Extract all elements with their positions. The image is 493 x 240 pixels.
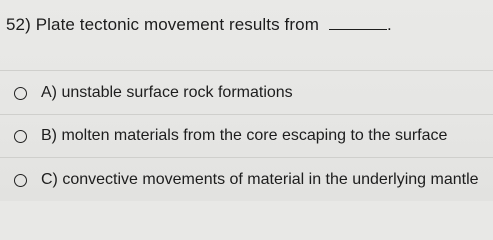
option-b-label: B) molten materials from the core escaping to the surface <box>41 127 448 144</box>
option-b[interactable] <box>14 127 447 145</box>
option-c[interactable] <box>14 171 479 189</box>
answer-blank <box>329 15 387 30</box>
radio-button-a[interactable] <box>14 87 27 100</box>
question-end: . <box>386 15 392 34</box>
divider <box>0 114 493 115</box>
option-a-label: A) unstable surface rock formations <box>41 84 293 101</box>
divider <box>0 70 493 71</box>
question-text <box>6 15 392 35</box>
option-c-label: C) convective movements of material in the underlying mantle <box>41 171 479 188</box>
divider <box>0 157 493 158</box>
radio-button-c[interactable] <box>14 174 27 187</box>
option-a[interactable] <box>14 84 293 102</box>
question-stem: 52) Plate tectonic movement results from <box>6 15 319 34</box>
radio-button-b[interactable] <box>14 130 27 143</box>
